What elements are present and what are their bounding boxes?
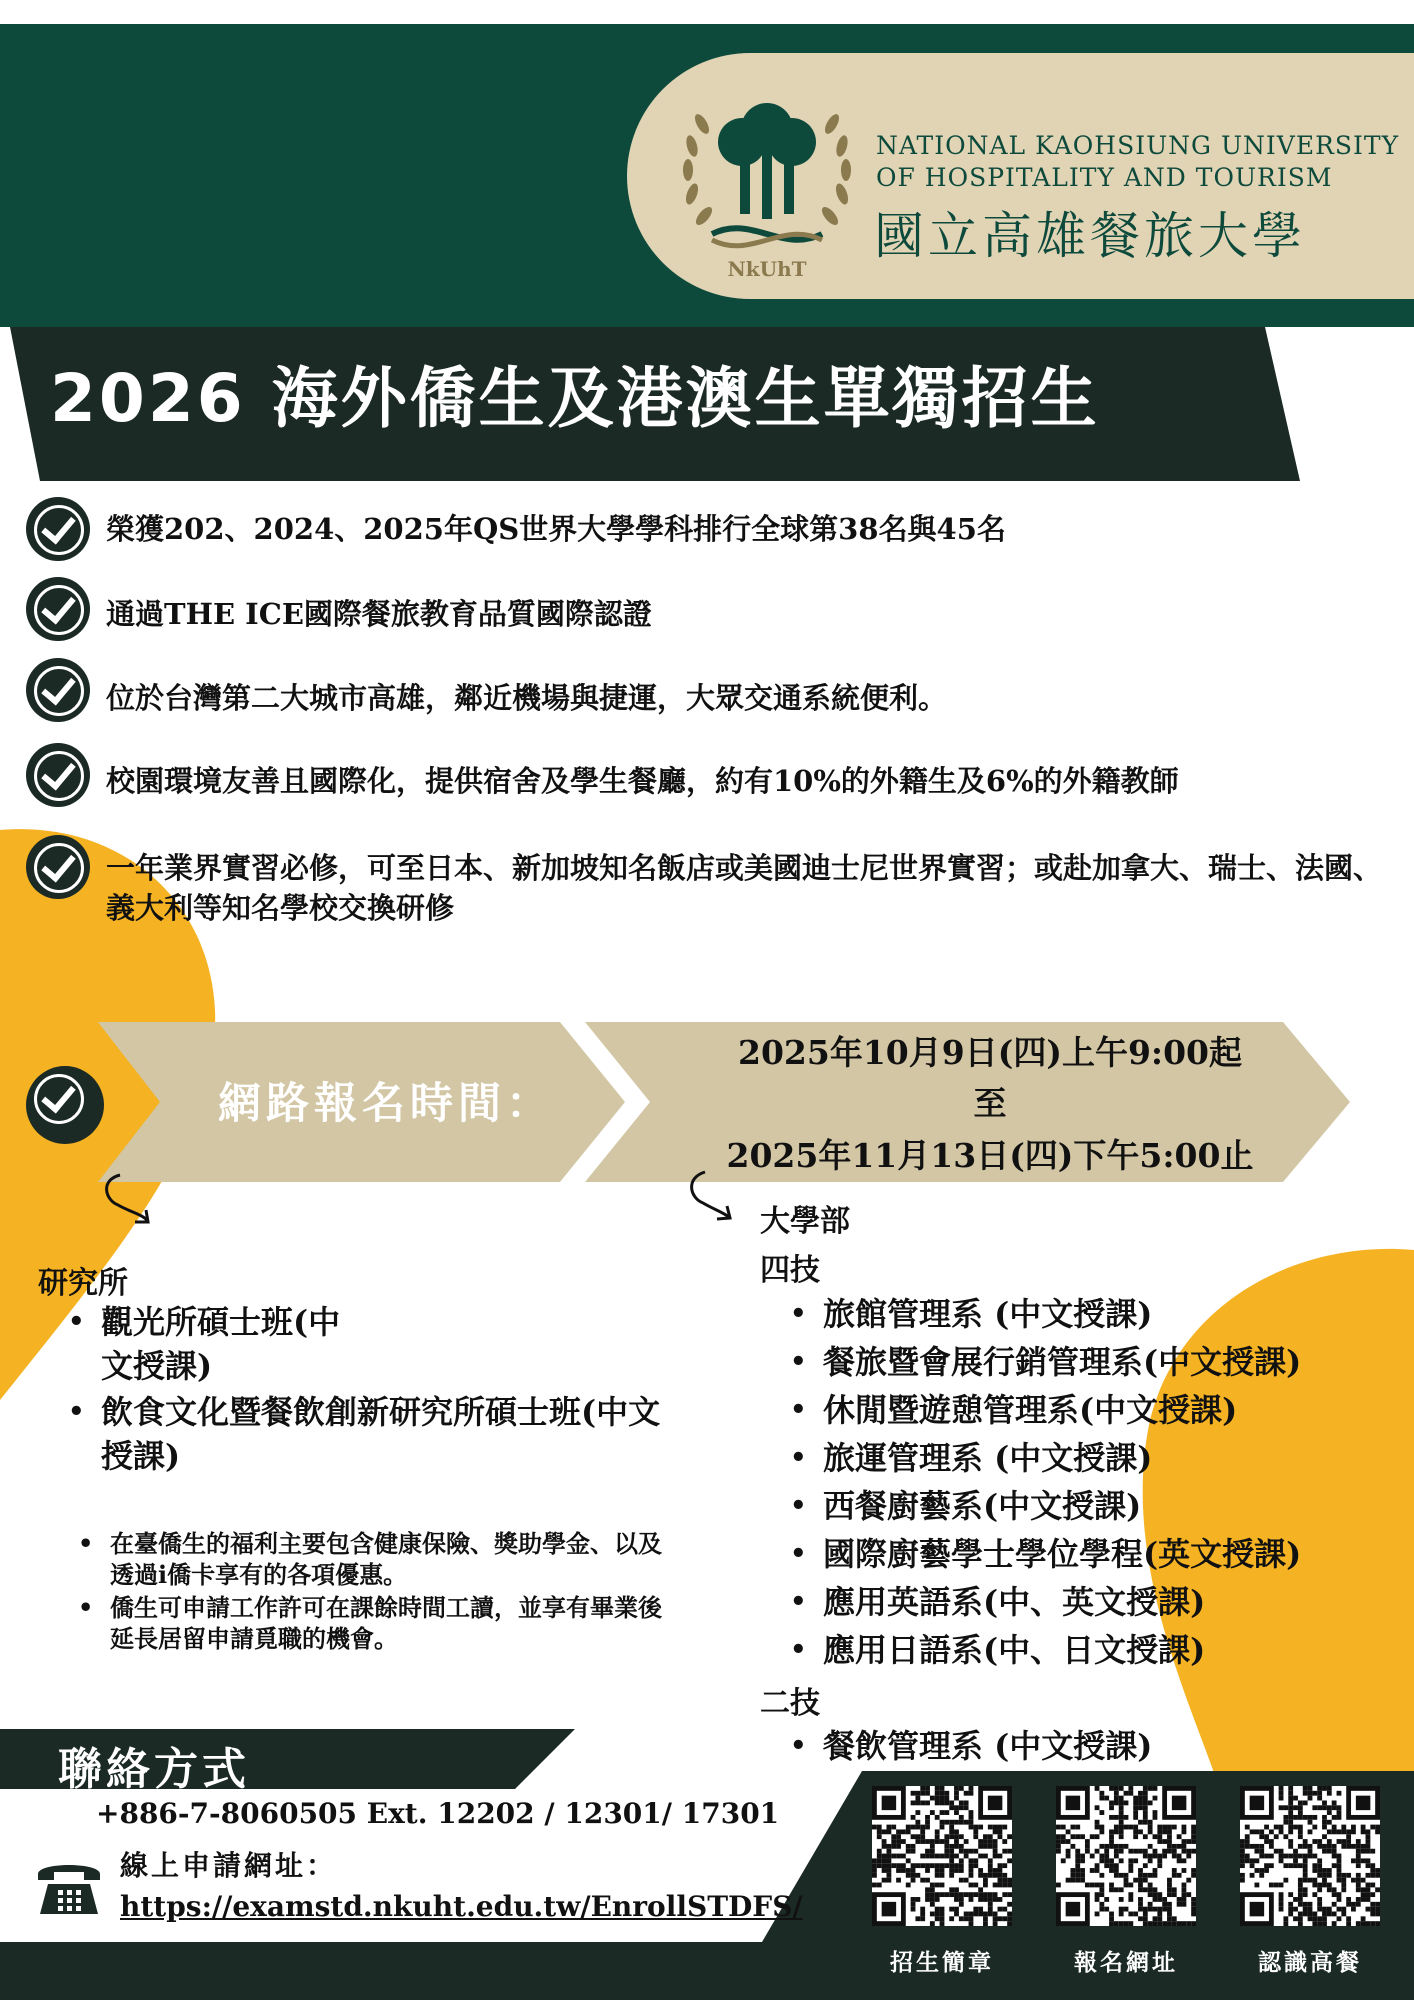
list-item: • 餐飲管理系 (中文授課) <box>790 1722 1152 1770</box>
university-emblem-icon <box>672 84 862 284</box>
four-year-heading: 四技 <box>760 1253 820 1288</box>
qr-caption: 認識高餐 <box>1258 1949 1362 1976</box>
qr-code-brochure[interactable] <box>872 1786 1012 1926</box>
apply-url-link[interactable]: https://examstd.nkuht.edu.tw/EnrollSTDFS/ <box>120 1890 803 1923</box>
university-name-en <box>876 130 1399 194</box>
list-item: • 飲食文化暨餐飲創新研究所碩士班(中文授課) <box>68 1390 661 1478</box>
four-year-program-list <box>790 1290 1301 1674</box>
list-item: • 僑生可申請工作許可在課餘時間工讀，並享有畢業後延長居留申請覓職的機會。 <box>78 1592 678 1654</box>
university-name-en-line2: OF HOSPITALITY AND TOURISM <box>876 163 1333 192</box>
qr-code-icon <box>1056 1786 1196 1926</box>
list-item: • 觀光所碩士班(中文授課) <box>68 1300 341 1388</box>
university-name-en-line1: NATIONAL KAOHSIUNG UNIVERSITY <box>876 131 1400 160</box>
qr-code-registration[interactable] <box>1056 1786 1196 1926</box>
feature-item: 校園環境友善且國際化，提供宿舍及學生餐廳，約有10%的外籍生及6%的外籍教師 <box>106 764 1179 798</box>
graduate-program-list <box>68 1300 688 1478</box>
list-item: • 應用英語系(中、英文授課) <box>790 1578 1301 1626</box>
benefits-list <box>78 1528 678 1656</box>
university-name-zh: 國立高雄餐旅大學 <box>874 207 1306 265</box>
list-item: • 應用日語系(中、日文授課) <box>790 1626 1301 1674</box>
registration-start: 2025年10月9日(四)上午9:00起 <box>737 1033 1243 1072</box>
checkmark-icon <box>26 497 90 561</box>
registration-end: 2025年11月13日(四)下午5:00止 <box>726 1136 1254 1175</box>
two-year-heading: 二技 <box>760 1686 820 1721</box>
list-item: • 在臺僑生的福利主要包含健康保險、獎助學金、以及透過i僑卡享有的各項優惠。 <box>78 1528 678 1590</box>
qr-caption: 報名網址 <box>1074 1949 1178 1976</box>
qr-code-icon <box>1240 1786 1380 1926</box>
feature-item: 一年業界實習必修，可至日本、新加坡知名飯店或美國迪士尼世界實習；或赴加拿大、瑞士、法國、義大利等知名學校交換研修 <box>106 851 1383 925</box>
checkmark-icon <box>26 577 90 641</box>
page-title: 2026 海外僑生及港澳生單獨招生 <box>50 360 1100 437</box>
apply-url-label: 線上申請網址： <box>120 1849 338 1882</box>
list-item: • 休閒暨遊憩管理系(中文授課) <box>790 1386 1301 1434</box>
undergraduate-heading: 大學部 <box>760 1204 850 1239</box>
checkmark-icon <box>26 658 90 722</box>
list-item: • 旅運管理系 (中文授課) <box>790 1434 1301 1482</box>
two-year-program-list <box>790 1722 1152 1770</box>
qr-code-about[interactable] <box>1240 1786 1380 1926</box>
list-item: • 西餐廚藝系(中文授課) <box>790 1482 1301 1530</box>
registration-to: 至 <box>973 1084 1007 1123</box>
checkmark-icon <box>26 835 90 899</box>
list-item: • 餐旅暨會展行銷管理系(中文授課) <box>790 1338 1301 1386</box>
contact-phone: +886-7-8060505 Ext. 12202 / 12301/ 17301 <box>96 1797 780 1830</box>
contact-title: 聯絡方式 <box>58 1744 250 1795</box>
feature-item: 榮獲202、2024、2025年QS世界大學學科排行全球第38名與45名 <box>106 512 1006 546</box>
list-item: • 旅館管理系 (中文授課) <box>790 1290 1301 1338</box>
emblem-logo-text: NkUhT <box>727 257 807 281</box>
checkmark-icon <box>26 1066 104 1144</box>
graduate-heading: 研究所 <box>38 1266 128 1301</box>
feature-item: 位於台灣第二大城市高雄，鄰近機場與捷運，大眾交通系統便利。 <box>106 681 948 715</box>
list-item: • 國際廚藝學士學位學程(英文授課) <box>790 1530 1301 1578</box>
qr-code-icon <box>872 1786 1012 1926</box>
feature-item: 通過THE ICE國際餐旅教育品質國際認證 <box>106 597 652 631</box>
telephone-icon <box>34 1856 104 1918</box>
registration-label: 網路報名時間： <box>218 1079 554 1129</box>
checkmark-icon <box>26 743 90 807</box>
qr-caption: 招生簡章 <box>890 1949 994 1976</box>
